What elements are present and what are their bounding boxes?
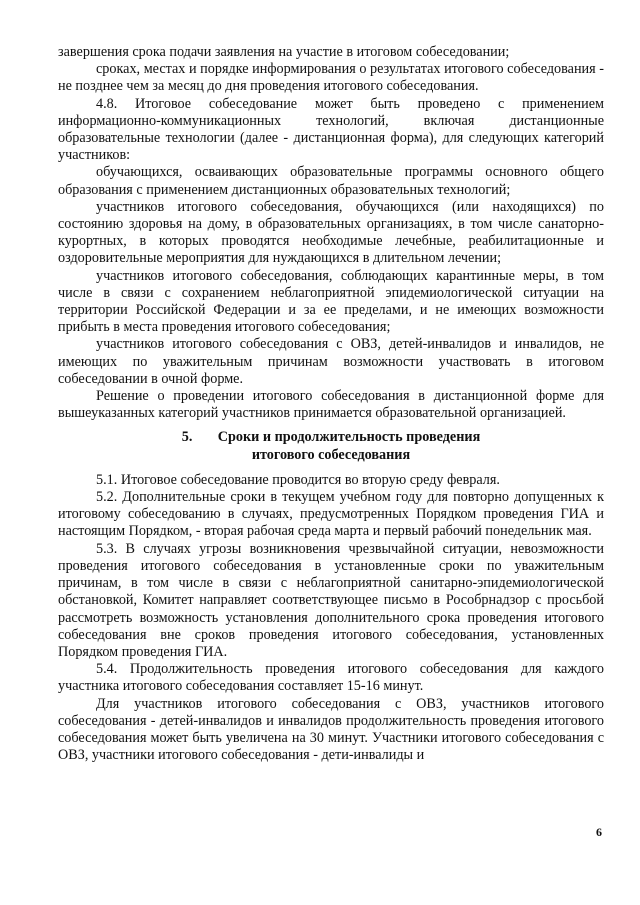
section-heading (58, 429, 604, 463)
section-heading-line-1 (58, 429, 604, 446)
paragraph: участников итогового собеседования с ОВЗ, детей-инвалидов и инвалидов, не имеющих по уважительным причинам возможности участвовать в итоговом собеседовании в очной форме. (58, 336, 604, 387)
paragraph: Решение о проведении итогового собеседования в дистанционной форме для вышеуказанных категорий участников принимается образовательной организацией. (58, 388, 604, 422)
paragraph-5-4: 5.4. Продолжительность проведения итогового собеседования для каждого участника итогового собеседования составляет 15-16 минут. (58, 661, 604, 695)
paragraph: завершения срока подачи заявления на участие в итоговом собеседовании; (58, 44, 510, 60)
paragraph-4-8: 4.8. Итоговое собеседование может быть проведено с применением информационно-коммуникационных технологий, включая дистанционные образовательные технологии (далее - дистанционная форма), для следующих категорий участников: (58, 95, 604, 164)
section-title-part-2: итогового собеседования (251, 446, 411, 463)
section-title-part-1: Сроки и продолжительность проведения (217, 429, 481, 446)
document-body (58, 44, 604, 764)
paragraph: участников итогового собеседования, обучающихся (или находящихся) по состоянию здоровья на дому, в образовательных организациях, в том числе санаторно-курортных, в которых проводятся необходимые лечебные, реабилитационные и оздоровительные мероприятия для нуждающихся в длительном лечении; (58, 198, 604, 267)
page-number: 6 (596, 825, 602, 839)
paragraph: обучающихся, осваивающих образовательные программы основного общего образования с применением дистанционных образовательных технологий; (58, 164, 604, 198)
paragraph-5-1: 5.1. Итоговое собеседование проводится во вторую среду февраля. (96, 471, 500, 488)
paragraph: участников итогового собеседования, соблюдающих карантинные меры, в том числе в связи с сохранением неблагоприятной эпидемиологической ситуации на территории Российской Федерации и за ее пределами, и не имеющих возможности прибыть в места проведения итогового собеседования; (58, 267, 604, 336)
paragraph-5-3: 5.3. В случаях угрозы возникновения чрезвычайной ситуации, невозможности проведения итогового собеседования в установленные сроки по уважительным причинам, в том числе в связи с неблагоприятной санитарно-эпидемиологической обстановкой, Комитет направляет соответствующее письмо в Рособрнадзор с просьбой рассмотреть возможность установления дополнительного срока проведения итогового собеседования вне сроков проведения итогового собеседования, установленных Порядком проведения ГИА. (58, 540, 604, 660)
paragraph-5-2: 5.2. Дополнительные сроки в текущем учебном году для повторно допущенных к итоговому собеседованию в случаях, предусмотренных Порядком проведения ГИА и настоящим Порядком, - вторая рабочая среда марта и первый рабочий понедельник мая. (58, 489, 604, 540)
paragraph: Для участников итогового собеседования с ОВЗ, участников итогового собеседования - детей-инвалидов и инвалидов продолжительность проведения итогового собеседования может быть увеличена на 30 минут. Участники итогового собеседования с ОВЗ, участники итогового собеседования - дети-инвалиды и (58, 695, 604, 764)
section-number: 5. (181, 429, 193, 446)
paragraph: сроках, местах и порядке информирования о результатах итогового собеседования - не позднее чем за месяц до дня проведения итогового собеседования. (58, 61, 604, 95)
